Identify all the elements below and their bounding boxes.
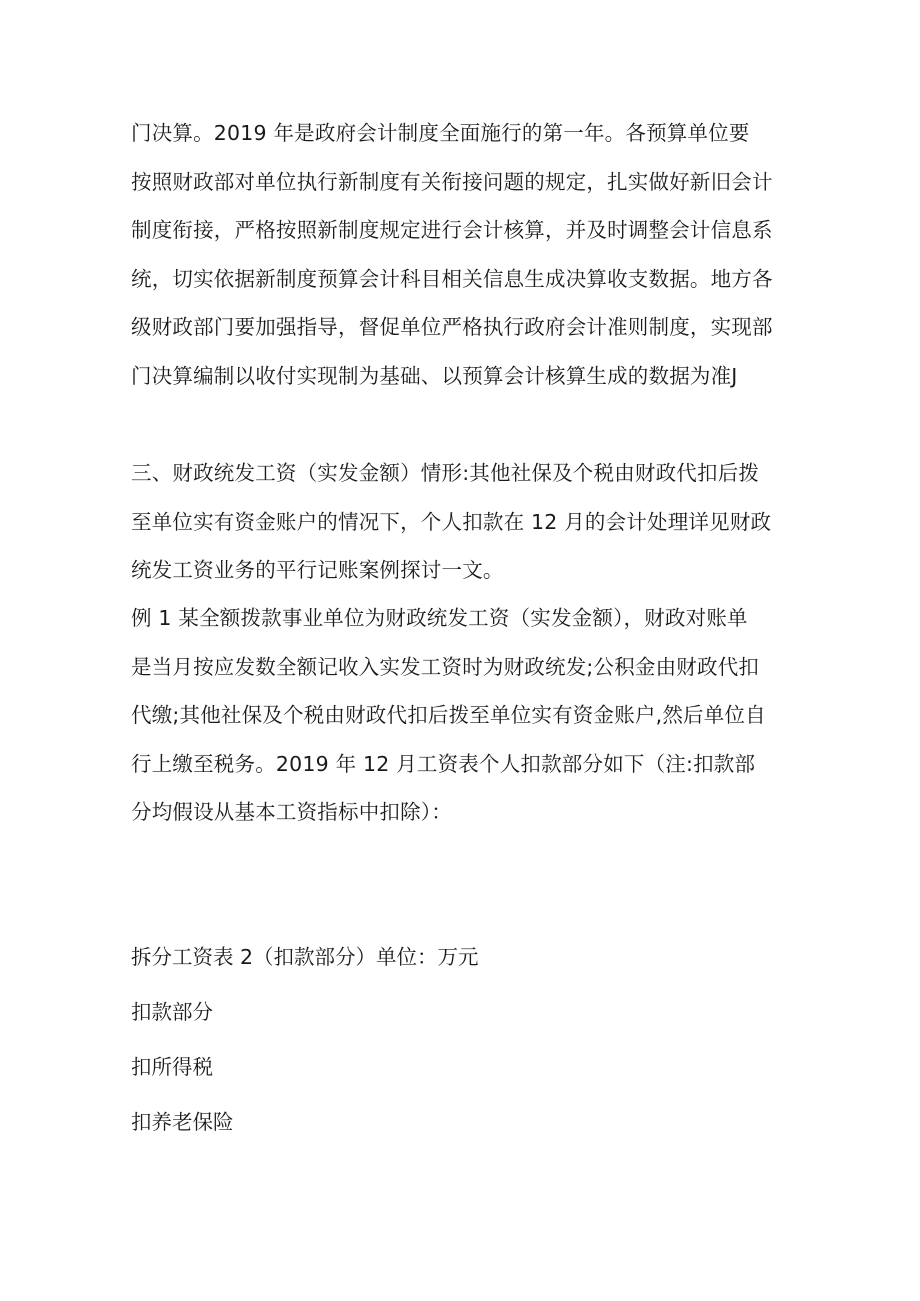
text-line: 分均假设从基本工资指标中扣除）： — [131, 800, 452, 824]
text-line: 三、财政统发工资（实发金额）情形:其他社保及个税由财政代扣后拨 — [131, 461, 760, 485]
paragraph-final-accounts — [131, 109, 801, 400]
text-line: 代缴;其他社保及个税由财政代扣后拨至单位实有资金账户,然后单位自 — [131, 703, 766, 727]
text-line: 制度衔接，严格按照新制度规定进行会计核算，并及时调整会计信息系 — [131, 218, 773, 242]
text-line: 至单位实有资金账户的情况下，个人扣款在 12 月的会计处理详见财政 — [131, 509, 772, 534]
table-caption: 拆分工资表 2（扣款部分）单位：万元 — [131, 945, 479, 969]
text-line: 行上缴至税务。2019 年 12 月工资表个人扣款部分如下（注:扣款部 — [131, 751, 756, 776]
table-row-label: 扣所得税 — [131, 1055, 213, 1079]
text-line: 是当月按应发数全额记收入实发工资时为财政统发;公积金由财政代扣 — [131, 654, 760, 679]
text-line: 按照财政部对单位执行新制度有关衔接问题的规定，扎实做好新旧会计 — [131, 169, 773, 194]
table-row-label: 扣养老保险 — [131, 1110, 234, 1134]
text-line: 级财政部门要加强指导，督促单位严格执行政府会计准则制度，实现部 — [131, 315, 773, 339]
text-line: 例 1 某全额拨款事业单位为财政统发工资（实发金额），财政对账单 — [131, 606, 748, 630]
text-line: 统，切实依据新制度预算会计科目相关信息生成决算收支数据。地方各 — [131, 266, 773, 291]
text-line: 门决算。2019 年是政府会计制度全面施行的第一年。各预算单位要 — [131, 121, 750, 145]
text-line: 统发工资业务的平行记账案例探讨一文。 — [131, 558, 504, 582]
text-line: 门决算编制以收付实现制为基础、以预算会计核算生成的数据为准J — [131, 363, 738, 388]
table-row-label: 扣款部分 — [131, 1000, 213, 1024]
paragraph-example-one — [131, 594, 801, 837]
paragraph-section-three — [131, 449, 801, 595]
